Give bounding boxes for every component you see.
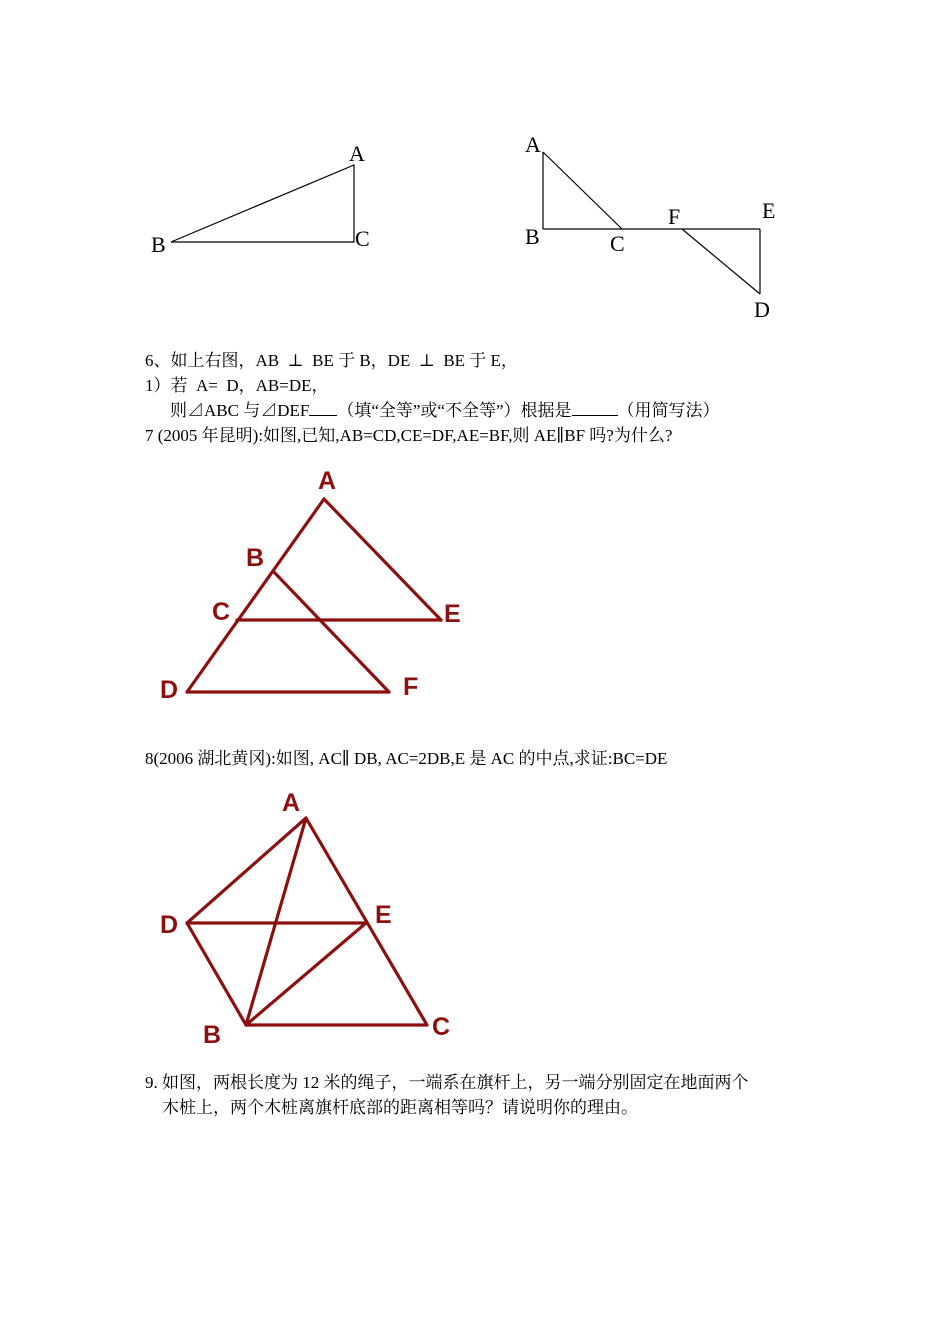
fig3-label-e: E	[444, 600, 461, 628]
segment-ad	[187, 499, 324, 692]
segment-ac	[543, 152, 622, 229]
fig2-label-c: C	[610, 231, 625, 256]
q6-line-2: 1）若 A= D，AB=DE，	[145, 376, 329, 395]
q9-line-2: 木桩上，两个木桩离旗杆底部的距离相等吗？请说明你的理由。	[162, 1098, 638, 1117]
q7-text: 7 (2005 年昆明):如图,已知,AB=CD,CE=DF,AE=BF,则 AE∥BF 吗?为什么?	[145, 426, 673, 445]
fig2-label-f: F	[668, 204, 681, 229]
segment-be	[246, 923, 366, 1025]
fig3-label-c: C	[212, 598, 231, 626]
figure-q8-labels	[160, 789, 450, 1049]
segment-fd	[682, 229, 760, 294]
fig4-label-c: C	[432, 1013, 451, 1041]
fig3-label-d: D	[160, 676, 179, 704]
segment-ad	[187, 818, 306, 923]
figure-q7	[187, 499, 441, 692]
q6-line-3	[170, 399, 720, 423]
fig2-label-a: A	[525, 132, 541, 157]
q6-line-3-part-b: （填“全等”或“不全等”）根据是	[337, 401, 572, 420]
q9-line-1: 9. 如图，两根长度为 12 米的绳子，一端系在旗杆上，另一端分别固定在地面两个	[145, 1073, 749, 1092]
fig2-label-d: D	[754, 297, 770, 322]
fig3-label-a: A	[318, 467, 337, 495]
q8-text: 8(2006 湖北黄冈):如图, AC∥ DB, AC=2DB,E 是 AC 的中点,求证:BC=DE	[145, 749, 668, 768]
fig3-label-f: F	[403, 673, 419, 701]
q6-answer-blank-2[interactable]	[572, 400, 618, 416]
fig4-label-e: E	[375, 901, 392, 929]
q6-answer-blank-1[interactable]	[309, 400, 337, 416]
fig1-label-a: A	[349, 141, 365, 166]
q6-line-3-part-c: （用简写法）	[617, 401, 720, 420]
segment-ae	[324, 499, 441, 620]
fig4-label-d: D	[160, 911, 179, 939]
fig3-label-b: B	[246, 544, 265, 572]
segment-db	[187, 923, 246, 1025]
triangle-abc	[171, 165, 354, 242]
fig2-label-b: B	[525, 224, 540, 249]
fig2-label-e: E	[762, 198, 776, 223]
figure-two-triangles	[525, 132, 775, 322]
q6-line-3-part-a: 则⊿ABC 与⊿DEF	[170, 401, 310, 420]
figure-triangle-abc	[151, 141, 370, 257]
segment-bf	[273, 571, 389, 692]
q6-line-1: 6、如上右图，AB ⊥ BE 于 B，DE ⊥ BE 于 E，	[145, 351, 518, 370]
fig4-label-a: A	[282, 789, 301, 817]
fig1-label-b: B	[151, 232, 166, 257]
fig1-label-c: C	[355, 226, 370, 251]
fig4-label-b: B	[203, 1021, 222, 1049]
